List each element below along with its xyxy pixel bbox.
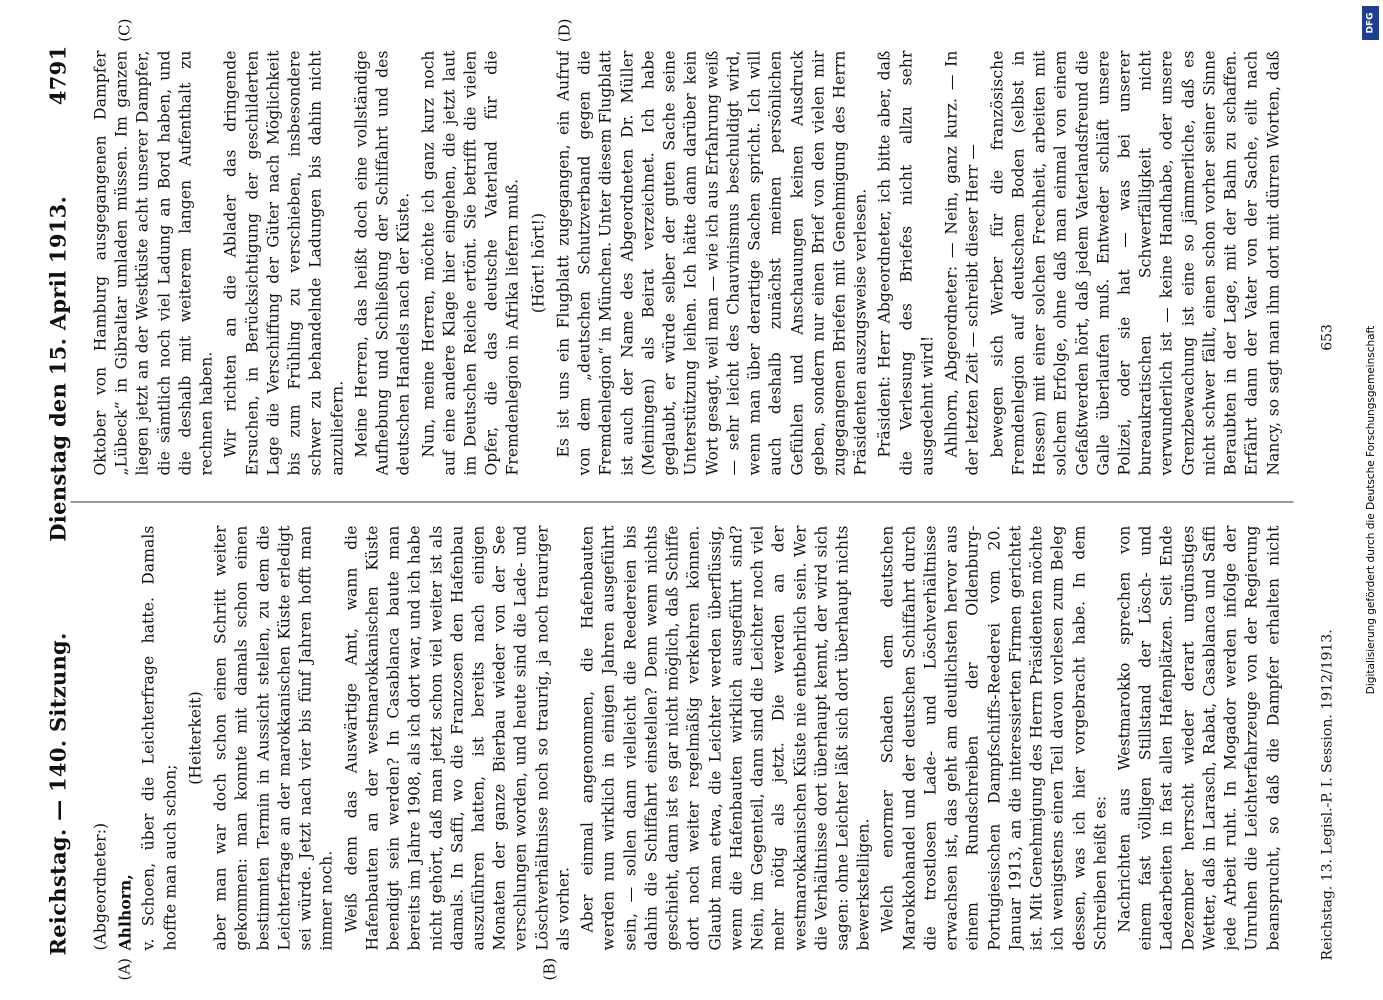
right-column [90, 50, 1283, 475]
paragraph: Welch enormer Schaden dem deutschen Marokkohandel und der deutschen Schiffahrt durch die trostlosen Lade- und Löschverhältnisse erwachsen ist, das geht am deutlichsten hervor aus einem Rundschreiben der Oldenburg-Portugiesischen Dampfschiffs-Reederei vom 20. Januar 1913, an die interessierten Firmen gerichtet ist. Mit Genehmigung des Herrn Präsidenten möchte ich wenigstens einen Teil davon vorlesen zum Beleg dessen, was ich hier vorgebracht habe. In dem Schreiben heißt es: [878, 525, 1109, 950]
paragraph: Ahlhorn, Abgeordneter: — Nein, ganz kurz. — In der letzten Zeit — schreibt dieser Herr — [942, 50, 982, 475]
footer-session: Reichstag. 13. Legisl.-P. I. Session. 1912/1913. [1319, 628, 1335, 960]
page-header [30, 45, 70, 955]
paragraph: Es ist uns ein Flugblatt zugegangen, ein Aufruf von dem „deutschen Schutzverband gegen die Fremdenlegion“ in München. Unter diesem Flugblatt ist auch der Name des Abgeordneten Dr. Müller (Meiningen) als Beirat verzeichnet. Ich habe geglaubt, er würde selber der guten Sache seine Unterstützung leihen. Ich hätte dann darüber kein Wort gesagt, weil man — wie ich aus Erfahrung weiß — sehr leicht des Chauvinismus beschuldigt wird, wenn man über derartige Sachen spricht. Ich will auch deshalb zunächst meinen persönlichen Gefühlen und Anschauungen keinen Ausdruck geben, sondern nur einen Brief von den vielen mir zugegangenen Briefen mit Genehmigung des Herrn Präsidenten auszugsweise verlesen. [553, 50, 870, 475]
paragraph: Präsident: Herr Abgeordneter, ich bitte aber, daß die Verlesung des Briefes nicht allzu sehr ausgedehnt wird! [875, 50, 936, 475]
header-left: Reichstag. — 140. Sitzung. [45, 631, 70, 955]
column-divider [70, 501, 1293, 502]
paragraph: (Abgeordneter:) [91, 822, 109, 950]
header-page-number: 4791 [45, 45, 70, 105]
footer-page: 653 [1319, 323, 1335, 351]
page-footer [1319, 45, 1335, 960]
digitization-credit: Digitalisierung gefördert durch die Deutsche Forschungsgemeinschaft [1365, 325, 1377, 695]
paragraph: Ahlhorn, [115, 873, 135, 950]
paragraph: Aber einmal angenommen, die Hafenbauten werden nun wirklich in einigen Jahren ausgeführt sein, — sollen dann vielleicht die Reedereien bis dahin die Schiffahrt einstellen? Denn wenn nichts geschieht, dann ist es gar nicht möglich, daß Schiffe dort noch weiter regelmäßig verkehren können. Glaubt man etwa, die Leichter werden überflüssig, wenn die Hafenbauten wirklich ausgeführt sind? Nein, im Gegenteil, dann sind die Leichter noch viel mehr nötig als jetzt. Die werden an der westmarokkanischen Küste nie entbehrlich sein. Wer die Verhältnisse dort überhaupt kennt, der wird sich sagen: ohne Leichter läßt sich dort überhaupt nichts bewerkstelligen. [578, 525, 873, 950]
paragraph: bewegen sich Werber für die französische Fremdenlegion auf deutschem Boden (selbst in Hessen) mit einer solchen Frechheit, arbeiten mit solchem Erfolge, ohne daß man einmal von einem Gefaßtwerden hört, daß jedem Vaterlandsfreund die Galle überlaufen muß. Entweder schläft unsere Polizei, oder sie hat — was bei unserer bureaukratischen Schwerfälligkeit nicht verwunderlich ist — keine Handhabe, oder unsere Grenzbewachung ist eine so jämmerliche, daß es nicht schwer fällt, einen schon vorher seiner Sinne Beraubten in der Lage, mit der Bahn zu schaffen. Erfährt dann der Vater von der Sache, eilt nach Nancy, so sagt man ihm dort mit dürren Worten, daß [987, 50, 1282, 475]
paragraph: Wir richten an die Ablader das dringende Ersuchen, in Berücksichtigung der geschilderten Lage die Verschiffung der Güter nach Möglichkeit bis zum Frühling zu verschieben, insbesondere schwer zu behandelnde Ladungen bis dahin nicht anzuliefern. [221, 50, 346, 475]
margin-marker-c: (C) [115, 18, 133, 42]
paragraph: (Hört! hört!) [528, 212, 547, 313]
paragraph: aber man war doch schon einen Schritt weiter gekommen: man konnte mit damals schon einen bestimmten Termin in Aussicht stellen, zu dem die Leichterfrage an der marokkanischen Küste erledigt sei würde. Jetzt nach vier bis fünf Jahren hofft man immer noch. [211, 525, 336, 950]
header-date: Dienstag den 15. April 1913. [45, 195, 70, 542]
margin-marker-a: (A) [115, 957, 133, 980]
paragraph: Meine Herren, das heißt doch eine vollständige Aufhebung und Schließung der Schiffahrt und des deutschen Handels nach der Küste. [351, 50, 413, 475]
paragraph: (Heiterkeit) [185, 690, 204, 785]
dfg-stamp [1359, 0, 1383, 1000]
paragraph: Nun, meine Herren, möchte ich ganz kurz noch auf eine andere Klage hier eingehen, die jetzt laut im Deutschen Reiche ertönt. Sie betrifft die vielen Opfer, die das deutsche Vaterland für die Fremdenlegion in Afrika liefern muß. [418, 50, 522, 475]
dfg-logo: DFG [1362, 6, 1379, 40]
margin-marker-b: (B) [540, 957, 558, 980]
paragraph: v. Schoen, über die Leichterfrage hatte. Damals hoffte man auch schon; [139, 525, 179, 950]
paragraph: Oktober von Hamburg ausgegangenen Dampfer „Lübeck“ in Gibraltar umladen müssen. Im ganzen liegen jetzt an der Westküste acht unserer Dampfer, die sämtlich noch viel Ladung an Bord haben, und die deshalb mit weiterem langen Aufenthalt zu rechnen haben. [91, 50, 216, 475]
paragraph: Nachrichten aus Westmarokko sprechen von einem fast völligen Stillstand der Lösch- und Ladearbeiten in fast allen Hafenplätzen. Seit Ende Dezember herrscht wieder derart ungünstiges Wetter, daß in Larasch, Rabat, Casablanca und Saffi jede Arbeit ruht. In Mogador werden infolge der Unruhen die Leichterfahrzeuge von der Regierung beansprucht, so daß die Dampfer erhalten nicht [1115, 525, 1282, 950]
margin-marker-d: (D) [555, 18, 573, 42]
paragraph: Weiß denn das Auswärtige Amt, wann die Hafenbauten an der westmarokkanischen Küste beendigt sein werden? In Casablanca baute man bereits im Jahre 1908, als ich dort war, und ich habe nicht gehört, daß man jetzt schon viel weiter ist als damals. In Saffi, wo die Franzosen den Hafenbau auszuführen hatten, ist bereits nach einigen Monaten der ganze Bierbau wieder von der See verschlungen worden, und heute sind die Lade- und Löschverhältnisse noch so traurig, ja noch trauriger als vorher. [341, 525, 572, 950]
left-column [90, 525, 1283, 950]
